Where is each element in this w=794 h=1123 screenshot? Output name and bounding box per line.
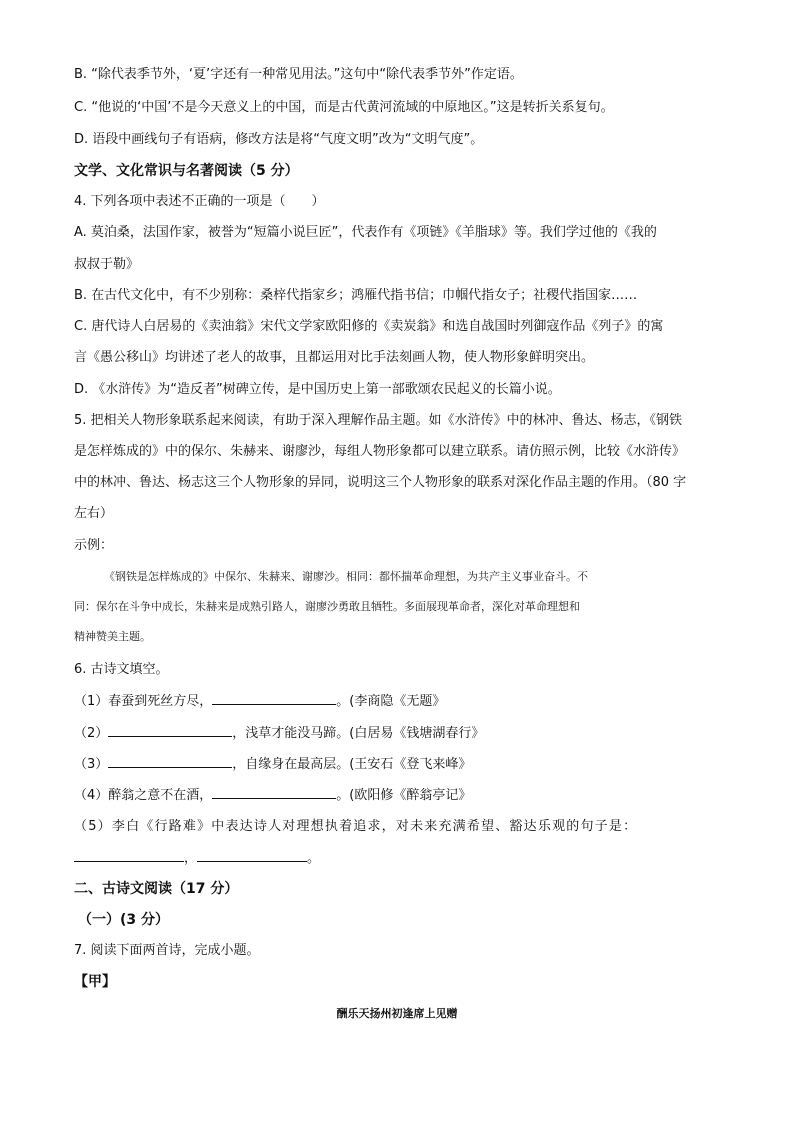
q6-item-5-blanks	[74, 849, 320, 868]
q4-option-b: B. 在古代文化中，有不少别称：桑梓代指家乡；鸿雁代指书信；巾帼代指女子；社稷代指国家……	[74, 288, 638, 303]
q6-item-2-post: ，浅草才能没马蹄。(白居易《钱塘湖春行》	[232, 726, 485, 741]
section-heading-classical: 二、古诗文阅读（17 分）	[74, 881, 239, 897]
q6-item-5-blank-1[interactable]	[74, 849, 184, 862]
q4-option-c-line1: C. 唐代诗人白居易的《卖油翁》宋代文学家欧阳修的《卖炭翁》和选自战国时列御寇作品《列子》的寓	[74, 319, 664, 334]
section-heading-literature: 文学、文化常识与名著阅读（5 分）	[74, 163, 299, 179]
q6-item-1-pre: （1）春蚕到死丝方尽，	[74, 694, 213, 709]
q6-item-3-post: ，自缘身在最高层。(王安石《登飞来峰》	[232, 757, 472, 772]
q3-option-b: B. “除代表季节外，‘夏’字还有一种常见用法。”这句中“除代表季节外”作定语。	[74, 67, 523, 82]
q5-example-label: 示例：	[74, 538, 114, 553]
q6-item-4	[74, 786, 471, 805]
q5-line1: 5. 把相关人物形象联系起来阅读，有助于深入理解作品主题。如《水浒传》中的林冲、鲁达、杨志，《钢铁	[74, 413, 683, 428]
q6-item-5-blank-2[interactable]	[197, 849, 307, 862]
q5-example-line3: 精神赞美主题。	[74, 630, 151, 643]
poem-jia-label: 【甲】	[74, 974, 116, 990]
q6-item-2-pre: （2）	[74, 726, 109, 741]
q6-item-2-blank[interactable]	[108, 724, 232, 737]
q7-stem: 7. 阅读下面两首诗，完成小题。	[74, 943, 260, 958]
q6-item-2	[74, 724, 484, 743]
poem-title: 酬乐天扬州初逢席上见赠	[336, 1007, 458, 1020]
q5-line2: 是怎样炼成的》中的保尔、朱赫来、谢廖沙，每组人物形象都可以建立联系。请仿照示例，比较《水浒传》	[74, 444, 686, 459]
q3-option-d: D. 语段中画线句子有语病，修改方法是将“气度文明”改为“文明气度”。	[74, 132, 484, 147]
q6-item-1-post: 。(李商隐《无题》	[336, 694, 446, 709]
q5-line3: 中的林冲、鲁达、杨志这三个人物形象的异同，说明这三个人物形象的联系对深化作品主题的作用。（80 字	[74, 475, 687, 490]
q4-option-d: D. 《水浒传》为“造反者”树碑立传，是中国历史上第一部歌颂农民起义的长篇小说。	[74, 382, 561, 397]
q6-stem: 6. 古诗文填空。	[74, 662, 169, 677]
q5-example-line1: 《钢铁是怎样炼成的》中保尔、朱赫来、谢廖沙。相同：都怀揣革命理想，为共产主义事业奋斗。不	[104, 570, 588, 583]
q6-item-3-blank[interactable]	[108, 755, 232, 768]
q4-option-a-line1: A. 莫泊桑，法国作家，被誉为“短篇小说巨匠”，代表作有《项链》《羊脂球》等。我们学过他的《我的	[74, 225, 657, 240]
q4-stem: 4. 下列各项中表述不正确的一项是（ ）	[74, 194, 325, 209]
q6-item-5: （5）李白《行路难》中表达诗人对理想执着追求，对未来充满希望、豁达乐观的句子是：	[74, 819, 638, 834]
q5-example-line2: 同：保尔在斗争中成长，朱赫来是成熟引路人，谢廖沙勇敢且牺牲。多面展现革命者，深化对革命理想和	[74, 600, 580, 613]
q3-option-c: C. “他说的‘中国’不是今天意义上的中国，而是古代黄河流域的中原地区。”这是转折关系复句。	[74, 100, 614, 115]
q6-item-4-blank[interactable]	[212, 786, 336, 799]
q4-option-a-line2: 叔叔于勒》	[74, 257, 140, 272]
subsection-heading: （一）(3 分）	[78, 912, 170, 928]
q6-item-3-pre: （3）	[74, 757, 109, 772]
q6-item-1	[74, 692, 445, 711]
q5-line4: 左右）	[74, 506, 114, 521]
q6-item-4-post: 。(欧阳修《醉翁亭记》	[336, 788, 472, 803]
q6-item-1-blank[interactable]	[212, 692, 336, 705]
q6-item-5-end: 。	[307, 851, 321, 866]
q6-item-4-pre: （4）醉翁之意不在酒，	[74, 788, 213, 803]
q6-item-3	[74, 755, 471, 774]
q6-item-5-separator: ，	[184, 851, 198, 866]
q4-option-c-line2: 言《愚公移山》均讲述了老人的故事，且都运用对比手法刻画人物，使人物形象鲜明突出。	[74, 350, 595, 365]
